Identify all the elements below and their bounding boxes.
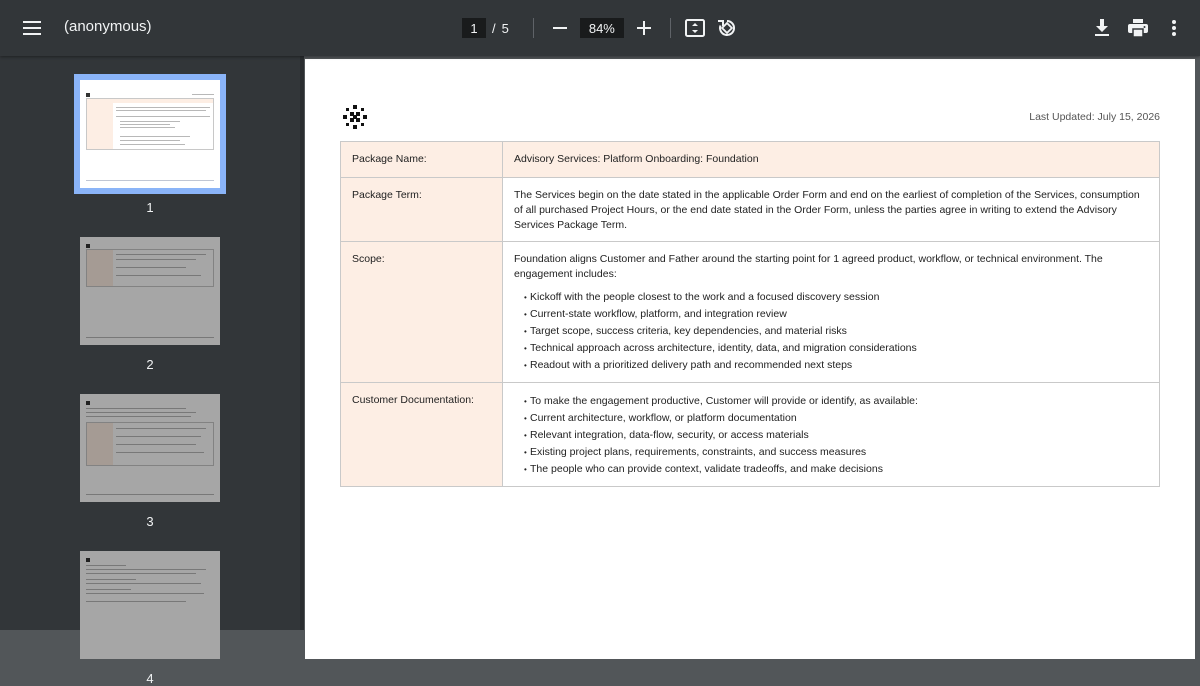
thumbnail-line <box>86 180 214 181</box>
table-row <box>341 178 1160 242</box>
list-item: • The people who can provide context, validate tradeoffs, and make decisions <box>514 461 1148 478</box>
download-button[interactable] <box>1088 14 1116 42</box>
last-updated-text: Last Updated: July 15, 2026 <box>1029 111 1160 123</box>
page-thumbnail-number: 1 <box>146 200 154 215</box>
toolbar-actions <box>1088 0 1188 56</box>
thumbnail-line <box>116 444 196 445</box>
list-item: • Existing project plans, requirements, constraints, and success measures <box>514 444 1148 461</box>
thumbnail-logo-icon <box>86 93 90 97</box>
thumbnail-line <box>120 140 180 141</box>
list-item: • Current architecture, workflow, or platform documentation <box>514 410 1148 427</box>
toolbar-divider <box>533 18 534 38</box>
print-button[interactable] <box>1124 14 1152 42</box>
thumbnail-line <box>86 565 126 566</box>
logo-icon <box>341 103 369 131</box>
thumbnail-line <box>86 416 191 417</box>
thumbnail-line <box>86 494 214 495</box>
page-thumbnail-number: 3 <box>146 514 154 529</box>
zoom-out-button[interactable] <box>546 14 574 42</box>
thumbnail-line <box>116 436 201 437</box>
table-row <box>341 383 1160 487</box>
toolbar-divider <box>670 18 671 38</box>
row-value: The Services begin on the date stated in the applicable Order Form and end on the earliest of completion of the Services, consumption of all purchased Project Hours, or the end date stated in the Order Form, unless the parties agree in writing to extend the Advisory Services Package Term. <box>503 178 1160 242</box>
total-pages: 5 <box>501 20 509 36</box>
thumbnail-name-row <box>113 99 213 103</box>
thumbnail-line <box>116 116 210 117</box>
table-row <box>341 142 1160 178</box>
thumbnail-sidebar <box>0 56 300 686</box>
thumbnail-line <box>86 589 131 590</box>
more-vert-icon <box>1172 20 1176 36</box>
thumbnail-line <box>86 408 186 409</box>
page-thumbnail-2[interactable] <box>80 237 220 345</box>
row-value <box>503 383 1160 487</box>
thumbnail-table <box>86 422 214 466</box>
thumbnail-line <box>120 144 185 145</box>
rotate-button[interactable] <box>713 14 741 42</box>
thumbnail-line <box>120 127 175 128</box>
rotate-icon <box>717 18 737 38</box>
minus-icon <box>553 21 567 35</box>
fit-page-icon <box>685 19 705 37</box>
thumbnail-line <box>120 136 190 137</box>
thumbnail-line <box>86 573 196 574</box>
page-thumbnail-1[interactable] <box>80 80 220 188</box>
pdf-page <box>305 59 1195 659</box>
thumbnail-line <box>116 428 206 429</box>
scope-list <box>514 289 1148 374</box>
thumbnail-logo-icon <box>86 244 90 248</box>
thumbnail-line <box>116 107 210 108</box>
thumbnail-line <box>116 267 186 268</box>
thumbnail-line <box>86 593 204 594</box>
list-item: • To make the engagement productive, Customer will provide or identify, as available: <box>514 393 1148 410</box>
page-number-input[interactable] <box>462 18 486 38</box>
page-zoom-controls <box>462 0 741 56</box>
thumbnail-line <box>116 110 206 111</box>
thumbnail-line <box>86 569 206 570</box>
table-row <box>341 242 1160 383</box>
thumbnail-label-column <box>87 250 113 286</box>
zoom-in-button[interactable] <box>630 14 658 42</box>
thumbnail-line <box>86 583 201 584</box>
thumbnail-line <box>120 124 170 125</box>
list-item: • Kickoff with the people closest to the work and a focused discovery session <box>514 289 1148 306</box>
menu-icon <box>23 21 41 35</box>
list-item: • Readout with a prioritized delivery path and recommended next steps <box>514 357 1148 374</box>
thumbnail-line <box>86 412 196 413</box>
plus-icon <box>637 21 651 35</box>
page-thumbnail-3[interactable] <box>80 394 220 502</box>
pdf-toolbar <box>0 0 1200 56</box>
thumbnail-label-column <box>87 423 113 465</box>
more-actions-button[interactable] <box>1160 14 1188 42</box>
thumbnail-logo-icon <box>86 401 90 405</box>
thumbnail-line <box>116 254 206 255</box>
zoom-input[interactable] <box>580 18 624 38</box>
row-value: Advisory Services: Platform Onboarding: Foundation <box>503 142 1160 178</box>
document-viewer[interactable] <box>304 56 1200 630</box>
list-item: • Relevant integration, data-flow, security, or access materials <box>514 427 1148 444</box>
fit-page-button[interactable] <box>681 14 709 42</box>
document-title: (anonymous) <box>64 18 152 35</box>
package-table <box>340 141 1160 487</box>
thumbnail-logo-icon <box>86 558 90 562</box>
thumbnail-line <box>86 601 186 602</box>
thumbnail-label-column <box>87 99 113 149</box>
thumbnail-line <box>116 275 201 276</box>
page-separator: / <box>492 20 496 36</box>
thumbnail-line <box>192 94 214 95</box>
thumbnail-line <box>116 452 204 453</box>
row-label: Scope: <box>341 242 503 383</box>
menu-button[interactable] <box>16 12 48 44</box>
list-item: • Technical approach across architecture, identity, data, and migration considerations <box>514 340 1148 357</box>
thumbnail-line <box>120 121 180 122</box>
thumbnail-line <box>116 259 196 260</box>
row-label: Package Name: <box>341 142 503 178</box>
download-icon <box>1094 19 1110 37</box>
scope-intro: Foundation aligns Customer and Father around the starting point for 1 agreed product, workflow, or technical environment. The engagement includes: <box>514 253 1103 280</box>
documentation-list <box>514 393 1148 478</box>
list-item: • Target scope, success criteria, key dependencies, and material risks <box>514 323 1148 340</box>
page-thumbnail-4[interactable] <box>80 551 220 659</box>
print-icon <box>1128 19 1148 37</box>
row-value <box>503 242 1160 383</box>
page-thumbnail-number: 4 <box>146 671 154 686</box>
thumbnail-line <box>86 337 214 338</box>
page-thumbnail-number: 2 <box>146 357 154 372</box>
list-item: • Current-state workflow, platform, and integration review <box>514 306 1148 323</box>
row-label: Customer Documentation: <box>341 383 503 487</box>
thumbnail-line <box>86 579 136 580</box>
row-label: Package Term: <box>341 178 503 242</box>
thumbnail-table <box>86 249 214 287</box>
